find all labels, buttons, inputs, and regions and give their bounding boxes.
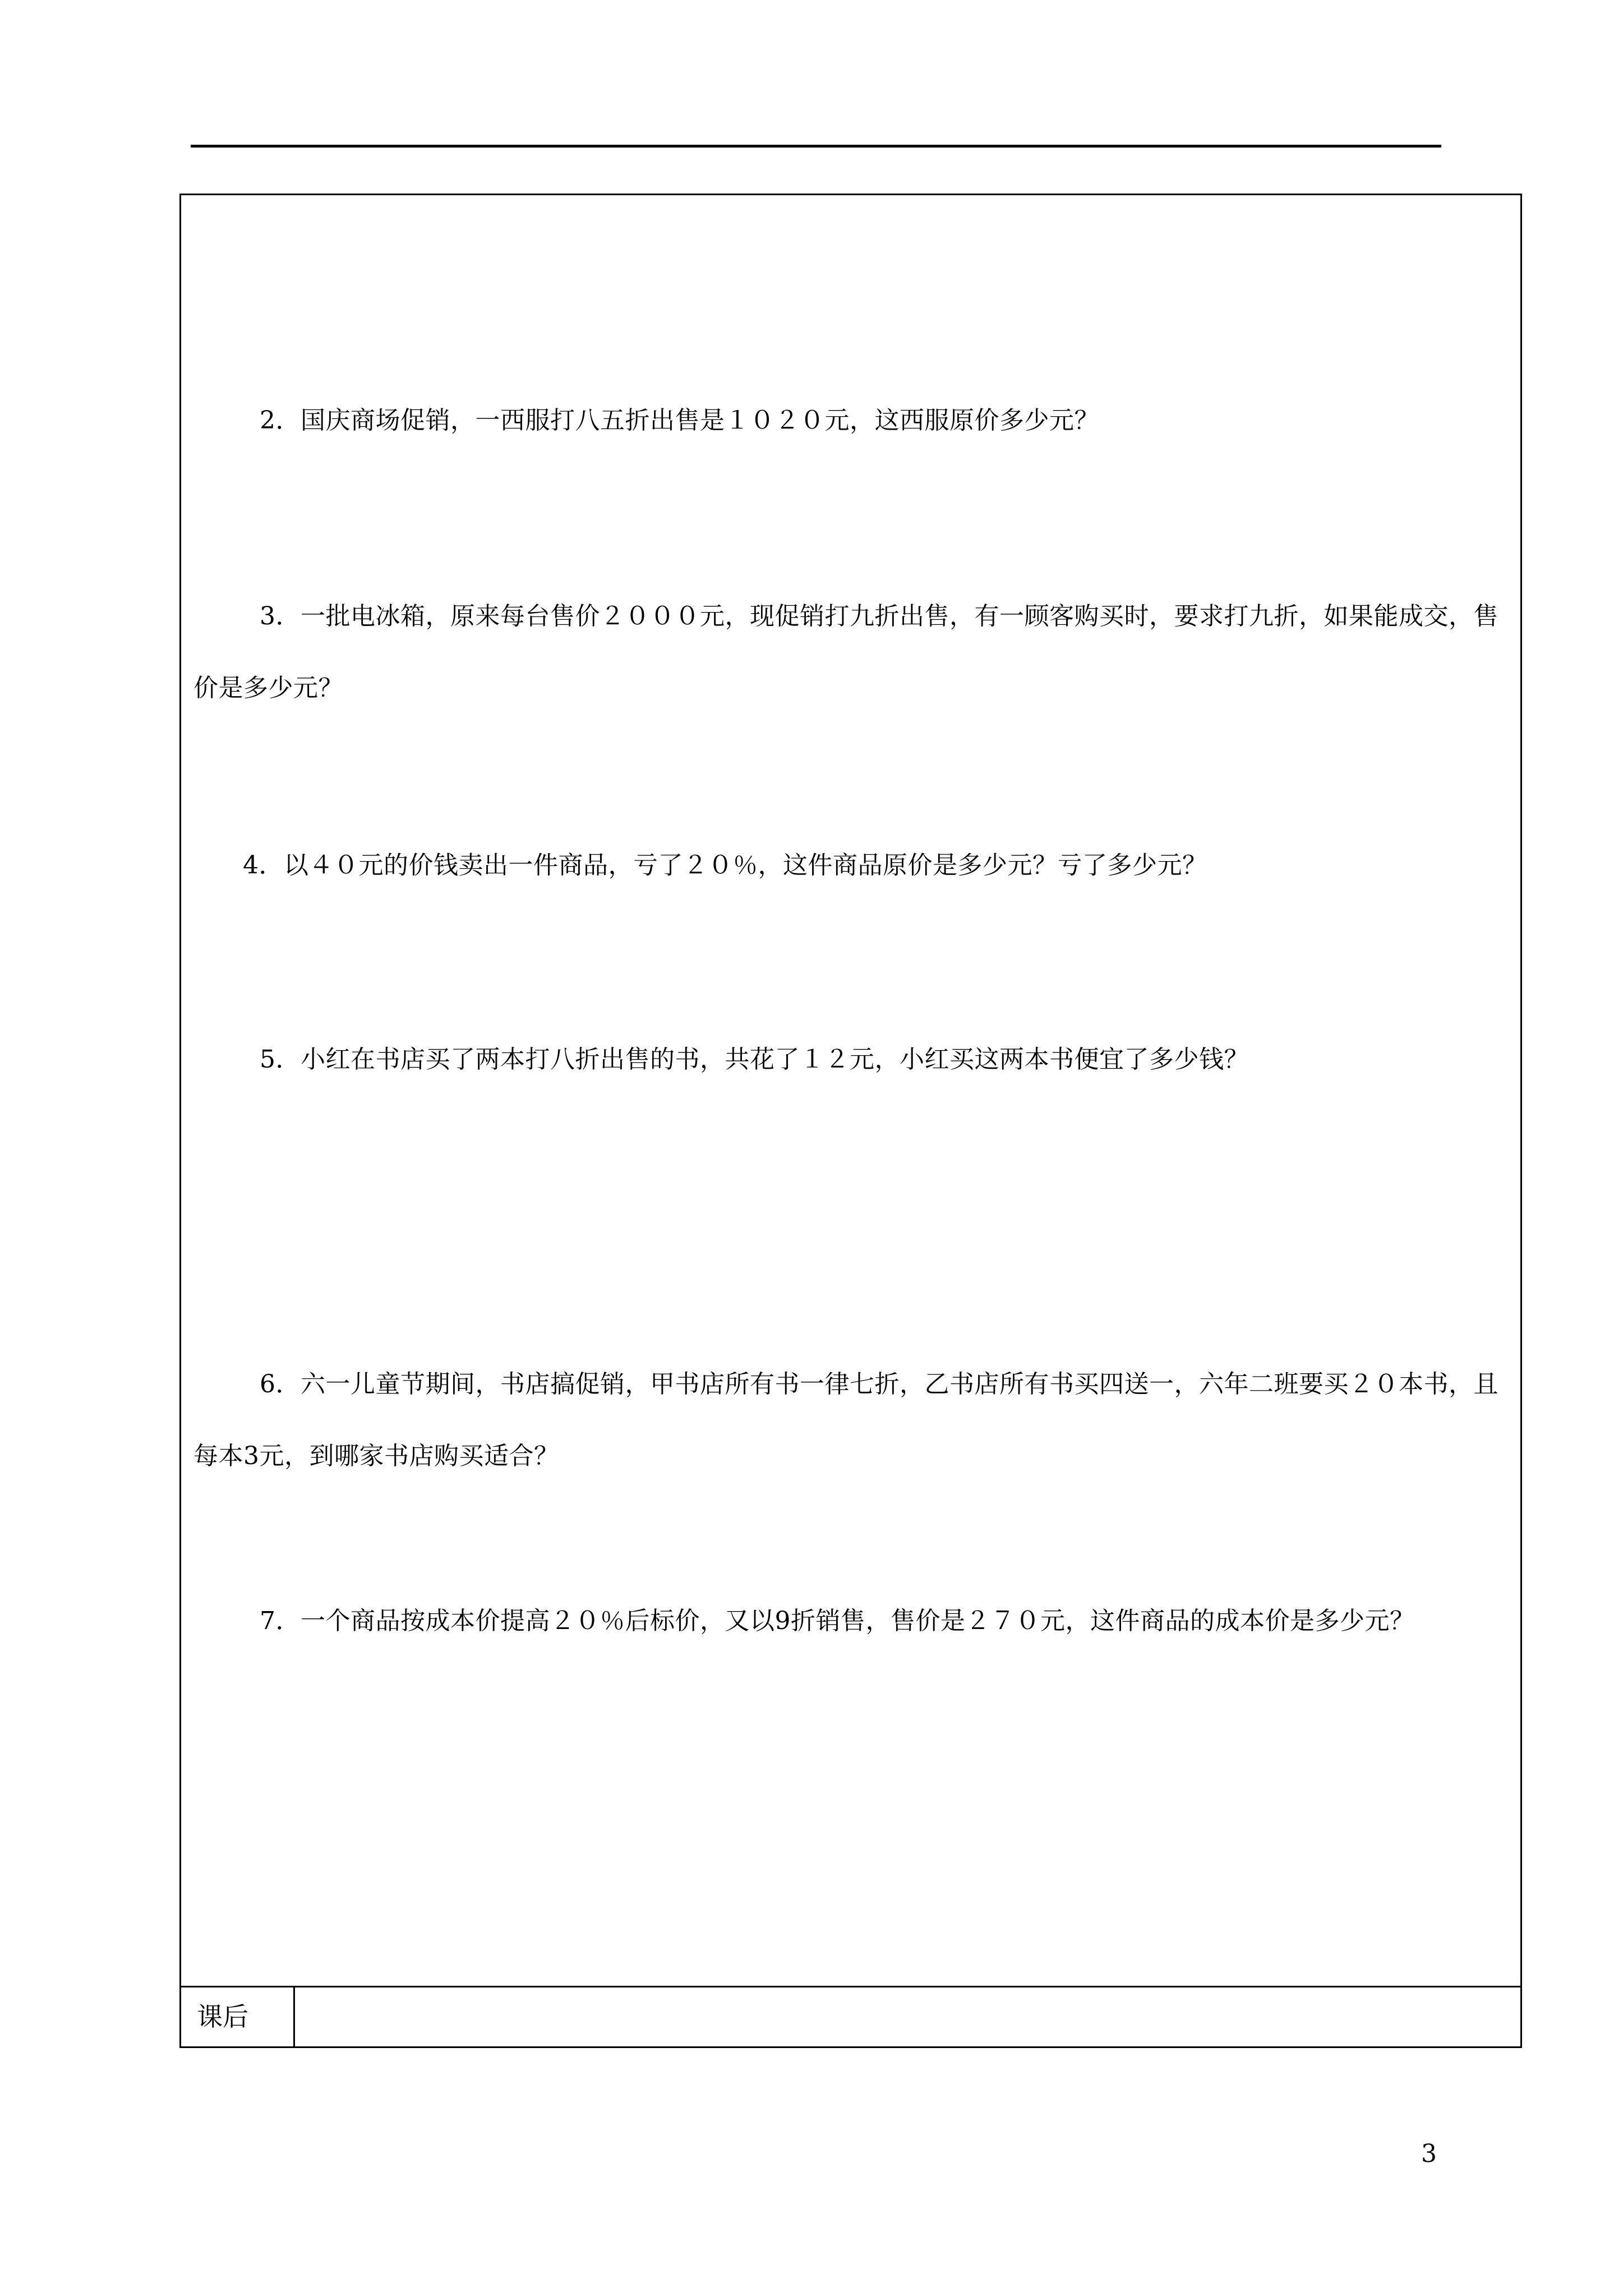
question-7: 7．一个商品按成本价提高２０％后标价，又以9折销售，售价是２７０元，这件商品的成本价是多少元？ (260, 1607, 1415, 1635)
exercise-table (179, 194, 1522, 2048)
after-class-content-cell (295, 1987, 1520, 2046)
after-class-row (181, 1986, 1520, 2046)
question-4: 4．以４０元的价钱卖出一件商品，亏了２０％，这件商品原价是多少元？亏了多少元？ (243, 851, 1207, 880)
question-6: 6．六一儿童节期间，书店搞促销，甲书店所有书一律七折，乙书店所有书买四送一，六年二班要买２０本书，且每本3元，到哪家书店购买适合？ (193, 1370, 1498, 1470)
question-2: 2．国庆商场促销，一西服打八五折出售是１０２０元，这西服原价多少元？ (260, 406, 1099, 435)
header-rule (191, 145, 1441, 148)
page-number: 3 (1421, 2139, 1437, 2168)
question-5: 5．小红在书店买了两本打八折出售的书，共花了１２元，小红买这两本书便宜了多少钱？ (260, 1045, 1249, 1074)
question-3: 3．一批电冰箱，原来每台售价２０００元，现促销打九折出售，有一顾客购买时，要求打九折，如果能成交，售价是多少元？ (193, 602, 1498, 702)
after-class-label-cell (181, 1987, 295, 2046)
after-class-label: 课后 (197, 2001, 248, 2032)
